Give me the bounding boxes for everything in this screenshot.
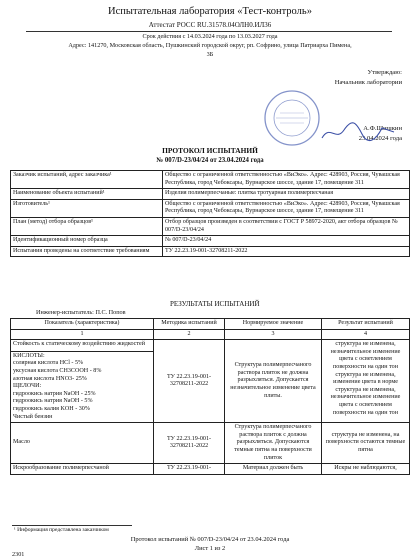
col-num: 4 (322, 329, 410, 340)
table-row (11, 246, 410, 257)
info-key: Испытания проведены на соответствие требованиям (11, 246, 163, 257)
method-cell: ТУ 22.23.19-001- (154, 464, 225, 475)
acid-item: уксусная кислота CH3COOH - 8% (13, 367, 102, 374)
method-cell: ТУ 22.23.19-001-32708211-2022 (154, 340, 225, 423)
approval-line-1: Утверждаю: (367, 69, 402, 76)
table-row (11, 199, 410, 217)
attestat: Аттестат РОСС RU.31578.04ОЛН0.ИЛ36 (148, 21, 272, 29)
info-value: ТУ 22.23.19-001-32708211-2022 (163, 246, 410, 257)
indicator-cell (11, 340, 154, 423)
col-header: Результат испытаний (322, 319, 410, 330)
result-cell: Искры не наблюдаются, (322, 464, 410, 475)
indicator-cell: Искрообразование полимерпесчаной (11, 464, 154, 475)
result-cell: структура не изменена, на поверхности остаются темные пятна (322, 423, 410, 464)
col-num: 3 (225, 329, 322, 340)
footer-protocol: Протокол испытаний № 007/D-23/04/24 от 23.04.2024 года (130, 536, 290, 543)
acid-item: солярная кислота HCl - 5% (13, 360, 84, 367)
address: Адрес: 141270, Московская область, Пушкинский городской округ, рп. Софрино, улица Патриарха Пимена, (68, 42, 352, 49)
alkali-item: Чистый бензин (13, 413, 53, 420)
norm-cell: Структура полимерпесчаного раствора плиток не должна разрыхляться. Допускается незначительное изменение цвета плиты. (225, 340, 322, 423)
result-cell (322, 340, 410, 423)
table-row (11, 423, 410, 464)
info-key: Наименование объекта испытаний¹ (11, 189, 163, 200)
info-key: Идентификационный номер образца (11, 236, 163, 247)
table-header-row (11, 319, 410, 330)
approval-line-2: Начальник лаборатории (334, 79, 402, 86)
acids-label: КИСЛОТЫ: (13, 352, 45, 359)
info-value: Отбор образцов произведен в соответствии с ГОСТ Р 58972-2020, акт отбора образцов № 007/D-23/04/24 (163, 217, 410, 235)
engineer: Инженер-испытатель: П.С. Попов (36, 309, 126, 316)
round-stamp-icon (262, 88, 322, 148)
alkali-item: гидроокись натрия NaOH - 5% (13, 398, 93, 405)
alkali-item: гидроокись калия KOH - 30% (13, 405, 90, 412)
address-cont: 3Б (206, 51, 214, 58)
header-rule (26, 31, 392, 32)
col-header: Показатель (характеристика) (11, 319, 154, 330)
norm-cell: Структура полимерпесчаного раствора плиток с должна разрыхляться. Допускаются темные пятна на поверхности плиток (225, 423, 322, 464)
info-key: Изготовитель¹ (11, 199, 163, 217)
footnote: ¹ Информация представлена заказчиком (14, 527, 109, 533)
col-num: 2 (154, 329, 225, 340)
info-value: Изделия полимерпесчаные: плитка тротуарная полимерпесчаная (163, 189, 410, 200)
col-header: Методика испытаний (154, 319, 225, 330)
info-table (10, 170, 410, 257)
col-num: 1 (11, 329, 154, 340)
indicator: Стойкость к статическому воздействию жидкостей (13, 341, 146, 348)
table-row (11, 189, 410, 200)
protocol-number: № 007/D-23/04/24 от 23.04.2024 года (156, 157, 264, 164)
page-code: 2301 (12, 551, 25, 558)
result-text: структура не изменена, изменение цвета в норме (333, 371, 398, 386)
approval-date: 23.04.2024 года (358, 135, 402, 142)
info-value: Общество с ограниченной ответственностью «ВиЭко». Адрес: 428903, Россия, Чувашская Республика, город Чебоксары, Вурнарское шоссе, здание 17, помещение 311 (163, 199, 410, 217)
method-cell: ТУ 22.23.19-001-32708211-2022 (154, 423, 225, 464)
alkalis-label: ЩЕЛОЧИ: (13, 383, 42, 390)
footnote-rule (12, 525, 132, 526)
info-value: № 007/D-23/04/24 (163, 236, 410, 247)
approval-name: А.Ф.Шишкин (363, 125, 402, 132)
table-row (11, 236, 410, 247)
footer-sheet: Лист 1 из 2 (194, 545, 226, 552)
alkali-item: гидроокись натрия NaOH - 25% (13, 390, 96, 397)
table-row (11, 171, 410, 189)
table-row (11, 464, 410, 475)
info-value: Общество с ограниченной ответственностью «ВиЭко». Адрес: 428903, Россия, Чувашская Республика, город Чебоксары, Вурнарское шоссе, здание 17, помещение 311 (163, 171, 410, 189)
norm-cell: Материал должен быть (225, 464, 322, 475)
acid-item: азотная кислота HNO3- 25% (13, 375, 87, 382)
lab-name: Испытательная лаборатория «Тест-контроль» (108, 6, 312, 17)
info-key: Заказчик испытаний, адрес заказчика¹ (11, 171, 163, 189)
table-row (11, 217, 410, 235)
table-row (11, 329, 410, 340)
results-title: РЕЗУЛЬТАТЫ ИСПЫТАНИЙ (170, 300, 260, 308)
validity: Срок действия с 14.03.2024 года по 13.03.2027 года (142, 33, 278, 40)
result-text: структура не изменена, незначительное изменение цвета с осветлением поверхности на один тон (330, 386, 401, 416)
indicator-cell: Масло (11, 423, 154, 464)
info-key: План (метод) отбора образцов¹ (11, 217, 163, 235)
signature-icon (318, 120, 398, 144)
results-table (10, 318, 410, 475)
result-text: структура не изменена, незначительное изменение цвета с осветлением поверхности на один тон (330, 341, 401, 370)
col-header: Нормируемое значение (225, 319, 322, 330)
protocol-title: ПРОТОКОЛ ИСПЫТАНИЙ (162, 146, 258, 155)
table-row (11, 340, 410, 423)
